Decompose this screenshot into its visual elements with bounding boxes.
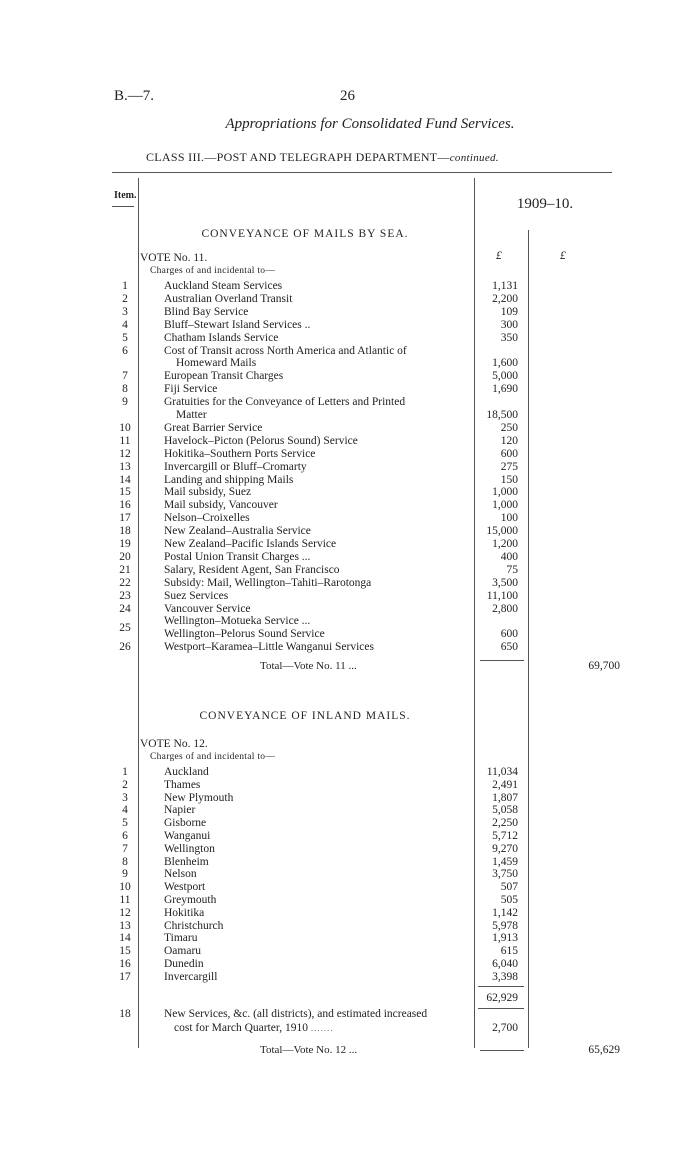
item-number: 1 — [122, 766, 128, 778]
item-description: New Plymouth — [164, 791, 234, 804]
item-description: Subsidy: Mail, Wellington–Tahiti–Rarotonga — [164, 576, 372, 589]
item-number: 6 — [122, 344, 128, 357]
item-description: Australian Overland Transit — [164, 292, 293, 305]
item-number: 4 — [122, 804, 128, 817]
class-continued: continued. — [449, 152, 499, 164]
item-amount: 275 — [500, 460, 518, 473]
item-amount: 9,270 — [492, 842, 518, 855]
page-title: Appropriations for Consolidated Fund Services. — [225, 116, 515, 132]
item-number: 16 — [119, 958, 131, 970]
item-description: Westport–Karamea–Little Wanganui Services — [164, 641, 374, 654]
item-amount: 1,459 — [492, 855, 518, 868]
item-description: Wellington — [164, 842, 215, 855]
document-reference: B.—7. — [114, 88, 155, 104]
item-description: Auckland — [164, 766, 209, 778]
item-description: Havelock–Picton (Pelorus Sound) Service — [164, 434, 358, 447]
item-amount: 15,000 — [486, 525, 518, 538]
item-number: 24 — [119, 602, 131, 615]
item-number: 12 — [119, 906, 131, 919]
item-underline — [112, 206, 134, 207]
item-number: 17 — [119, 512, 131, 525]
item-description: Vancouver Service — [164, 602, 251, 615]
item-amount: 5,978 — [492, 919, 518, 932]
item-number: 11 — [119, 434, 131, 447]
vote-11-total-label: Total—Vote No. 11 ... — [260, 660, 357, 672]
item-number: 13 — [119, 460, 131, 473]
item-number: 25 — [119, 621, 131, 634]
item-number: 6 — [122, 830, 128, 842]
item-description: Chatham Islands Service — [164, 331, 279, 344]
item-description: Hokitika–Southern Ports Service — [164, 447, 316, 460]
item-amount: 100 — [500, 512, 518, 525]
item-amount: 5,058 — [492, 804, 518, 817]
vote-12-subtotal-underline — [478, 1008, 524, 1009]
item-description: Wanganui — [164, 830, 211, 842]
item-description: Landing and shipping Mails — [164, 473, 294, 486]
item-description: Mail subsidy, Suez — [164, 486, 252, 499]
item-amount: 1,000 — [492, 486, 518, 499]
vote-12-subtotal-rule — [478, 986, 524, 987]
item-number: 2 — [122, 292, 128, 305]
item-description: Gisborne — [164, 817, 207, 830]
item-number: 22 — [119, 576, 131, 589]
item-description: Thames — [164, 778, 201, 791]
item-description-text: cost for March Quarter, 1910 — [174, 1022, 308, 1034]
item-amount: 507 — [500, 881, 518, 894]
item-amount: 1,807 — [492, 791, 518, 804]
item-number: 8 — [122, 383, 128, 396]
item-amount: 11,034 — [486, 766, 518, 778]
item-number: 2 — [122, 778, 128, 791]
item-number: 1 — [122, 280, 128, 292]
item-description: Nelson — [164, 868, 197, 881]
item-amount: 2,800 — [492, 602, 518, 615]
item-description: Blenheim — [164, 855, 209, 868]
item-description: Suez Services — [164, 589, 229, 602]
item-description: Hokitika — [164, 906, 205, 919]
item-number: 21 — [119, 563, 131, 576]
item-number: 23 — [119, 589, 131, 602]
item-number: 14 — [119, 932, 131, 945]
item-number: 9 — [122, 396, 128, 409]
item-amount: 650 — [500, 641, 518, 654]
item-amount: 150 — [500, 473, 518, 486]
item-description: Blind Bay Service — [164, 305, 249, 318]
item-number: 10 — [119, 421, 131, 434]
item-number: 13 — [119, 919, 131, 932]
item-description: Bluff–Stewart Island Services .. — [164, 318, 311, 331]
item-description: New Zealand–Pacific Islands Service — [164, 538, 337, 550]
item-number: 10 — [119, 881, 131, 894]
item-amount: 1,142 — [492, 906, 518, 919]
item-amount: 2,700 — [492, 1022, 518, 1034]
item-number: 7 — [122, 842, 128, 855]
item-amount: 5,712 — [492, 830, 518, 842]
item-amount: 1,000 — [492, 499, 518, 512]
vote-11-charges-label: Charges of and incidental to— — [150, 266, 276, 276]
vote-12-total-label: Total—Vote No. 12 ... — [260, 1044, 358, 1056]
item-column-header: Item. — [114, 190, 137, 201]
item-number: 18 — [119, 1008, 131, 1020]
item-description: Mail subsidy, Vancouver — [164, 499, 278, 512]
item-amount: 75 — [506, 563, 518, 576]
item-amount: 120 — [500, 434, 518, 447]
item-number: 14 — [119, 473, 131, 486]
item-amount: 3,750 — [492, 868, 518, 881]
total-column-divider — [528, 230, 529, 1048]
item-amount: 11,100 — [486, 589, 518, 602]
item-description: Napier — [164, 804, 196, 817]
item-number: 3 — [122, 305, 128, 318]
item-description: European Transit Charges — [164, 370, 284, 383]
page-number: 26 — [340, 88, 355, 104]
header-rule — [112, 172, 612, 173]
item-description: Postal Union Transit Charges ... — [164, 550, 311, 563]
item-amount: 1,600 — [492, 357, 518, 370]
item-description: Christchurch — [164, 919, 224, 932]
item-amount: 400 — [500, 550, 518, 563]
item-number: 16 — [119, 499, 131, 512]
item-amount: 6,040 — [492, 958, 518, 970]
item-description: New Services, &c. (all districts), and estimated increased — [164, 1008, 428, 1020]
item-number: 17 — [119, 970, 131, 983]
item-description-continued: cost for March Quarter, 1910 ....... — [174, 1022, 334, 1034]
item-number: 26 — [119, 641, 131, 654]
item-description: Wellington–Motueka Service ... — [164, 615, 311, 628]
item-amount: 250 — [500, 421, 518, 434]
item-description: Great Barrier Service — [164, 421, 263, 434]
item-amount: 1,913 — [492, 932, 518, 945]
item-description: Oamaru — [164, 945, 202, 958]
item-number: 19 — [119, 538, 131, 550]
section-heading-sea: CONVEYANCE OF MAILS BY SEA. — [201, 228, 409, 240]
item-description: Timaru — [164, 932, 198, 945]
item-number: 7 — [122, 370, 128, 383]
item-number: 12 — [119, 447, 131, 460]
item-number: 20 — [119, 550, 131, 563]
item-amount: 3,500 — [492, 576, 518, 589]
item-amount: 615 — [500, 945, 518, 958]
vote-12-label: VOTE No. 12. — [140, 738, 208, 750]
item-description: Auckland Steam Services — [164, 280, 283, 292]
pound-sign-amounts: £ — [496, 250, 502, 262]
class-heading — [146, 150, 499, 165]
item-description-continued: Homeward Mails — [176, 357, 257, 370]
item-amount: 2,250 — [492, 817, 518, 830]
item-amount: 1,131 — [492, 280, 518, 292]
item-amount: 2,200 — [492, 292, 518, 305]
item-amount: 505 — [500, 894, 518, 906]
item-amount: 109 — [500, 305, 518, 318]
item-description-continued: Wellington–Pelorus Sound Service — [164, 628, 325, 641]
item-amount: 1,690 — [492, 383, 518, 396]
vote-12-charges-label: Charges of and incidental to— — [150, 752, 276, 762]
item-amount: 2,491 — [492, 778, 518, 791]
item-amount: 350 — [500, 331, 518, 344]
vote-11-label: VOTE No. 11. — [140, 252, 208, 264]
item-description: Salary, Resident Agent, San Francisco — [164, 563, 340, 576]
item-description: Cost of Transit across North America and Atlantic of — [164, 344, 407, 357]
pound-sign-totals: £ — [560, 250, 566, 262]
item-description: New Zealand–Australia Service — [164, 525, 311, 538]
item-number: 18 — [119, 525, 131, 538]
item-number: 15 — [119, 945, 131, 958]
item-number: 8 — [122, 855, 128, 868]
item-column-divider — [138, 178, 139, 1048]
year-header: 1909–10. — [516, 196, 574, 212]
item-description: Greymouth — [164, 894, 217, 906]
class-title: CLASS III.—POST AND TELEGRAPH DEPARTMENT— — [146, 150, 450, 164]
item-number: 5 — [122, 331, 128, 344]
item-number: 11 — [119, 894, 131, 906]
item-number: 4 — [122, 318, 128, 331]
item-amount: 3,398 — [492, 970, 518, 983]
item-description: Dunedin — [164, 958, 204, 970]
item-number: 5 — [122, 817, 128, 830]
item-number: 15 — [119, 486, 131, 499]
vote-12-total-rule — [480, 1050, 524, 1051]
item-description: Invercargill — [164, 970, 218, 983]
item-description: Invercargill or Bluff–Cromarty — [164, 460, 307, 473]
item-description: Gratuities for the Conveyance of Letters and Printed — [164, 396, 406, 409]
item-amount: 1,200 — [492, 538, 518, 550]
vote-11-total: 69,700 — [588, 660, 620, 672]
vote-12-subtotal: 62,929 — [486, 992, 518, 1004]
item-description: Westport — [164, 881, 206, 894]
item-description: Nelson–Croixelles — [164, 512, 250, 525]
item-description: Fiji Service — [164, 383, 218, 396]
item-amount: 600 — [500, 447, 518, 460]
item-amount: 300 — [500, 318, 518, 331]
item-amount: 5,000 — [492, 370, 518, 383]
item-number: 9 — [122, 868, 128, 881]
vote-12-total: 65,629 — [588, 1044, 620, 1056]
item-amount: 18,500 — [486, 409, 518, 421]
vote-11-total-rule — [480, 660, 524, 661]
item-description-continued: Matter — [176, 409, 207, 421]
item-number: 3 — [122, 791, 128, 804]
section-heading-inland: CONVEYANCE OF INLAND MAILS. — [199, 710, 411, 722]
item-amount: 600 — [500, 628, 518, 641]
